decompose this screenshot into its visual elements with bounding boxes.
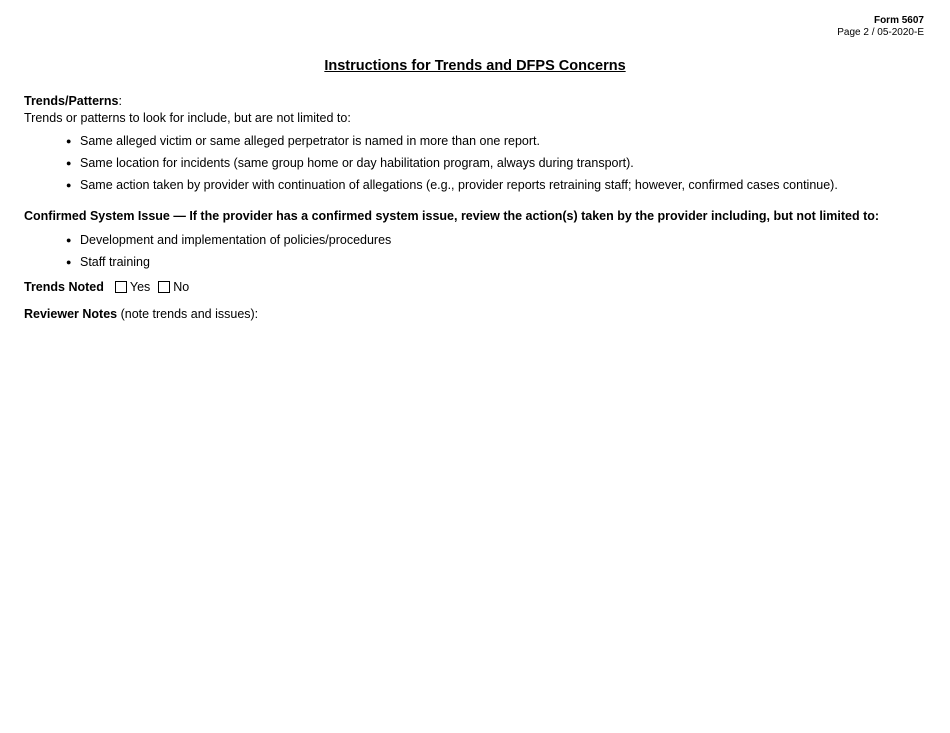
trends-noted-yes-option bbox=[115, 279, 150, 295]
list-item: ● Same action taken by provider with continuation of allegations (e.g., provider reports retraining staff; however, confirmed cases continue). bbox=[66, 177, 924, 193]
reviewer-notes-label: Reviewer Notes bbox=[24, 307, 118, 321]
trends-noted-yes-checkbox[interactable] bbox=[115, 281, 127, 293]
reviewer-notes-hint: (note trends and issues): bbox=[117, 307, 259, 321]
page-info: Page 2 / 05-2020-E bbox=[837, 27, 924, 38]
trends-heading-colon: : bbox=[118, 94, 122, 108]
confirmed-list bbox=[24, 232, 924, 270]
form-header bbox=[837, 15, 924, 39]
trends-heading: Trends/Patterns bbox=[24, 94, 119, 108]
trends-intro: Trends or patterns to look for include, but are not limited to: bbox=[24, 111, 351, 125]
trends-noted-no-label: No bbox=[173, 280, 190, 294]
trends-list bbox=[24, 133, 924, 193]
list-item: ● Same alleged victim or same alleged perpetrator is named in more than one report. bbox=[66, 133, 924, 149]
trends-heading-line bbox=[24, 93, 924, 109]
form-number: Form 5607 bbox=[873, 15, 924, 26]
trends-noted-no-option bbox=[158, 279, 189, 295]
confirmed-system-issue-heading: Confirmed System Issue — If the provider has a confirmed system issue, review the action(s) taken by the provider including, but not limited to: bbox=[24, 209, 880, 223]
trends-noted-label: Trends Noted bbox=[24, 280, 104, 294]
list-item: ● Same location for incidents (same group home or day habilitation program, always during transport). bbox=[66, 155, 924, 171]
trends-noted-no-checkbox[interactable] bbox=[158, 281, 170, 293]
list-item: ● Staff training bbox=[66, 254, 924, 270]
form-content bbox=[24, 93, 924, 322]
list-item: ● Development and implementation of policies/procedures bbox=[66, 232, 924, 248]
reviewer-notes-line bbox=[24, 306, 924, 322]
page-title: Instructions for Trends and DFPS Concerns bbox=[324, 58, 626, 74]
trends-noted-row bbox=[24, 279, 924, 295]
trends-noted-yes-label: Yes bbox=[129, 280, 151, 294]
